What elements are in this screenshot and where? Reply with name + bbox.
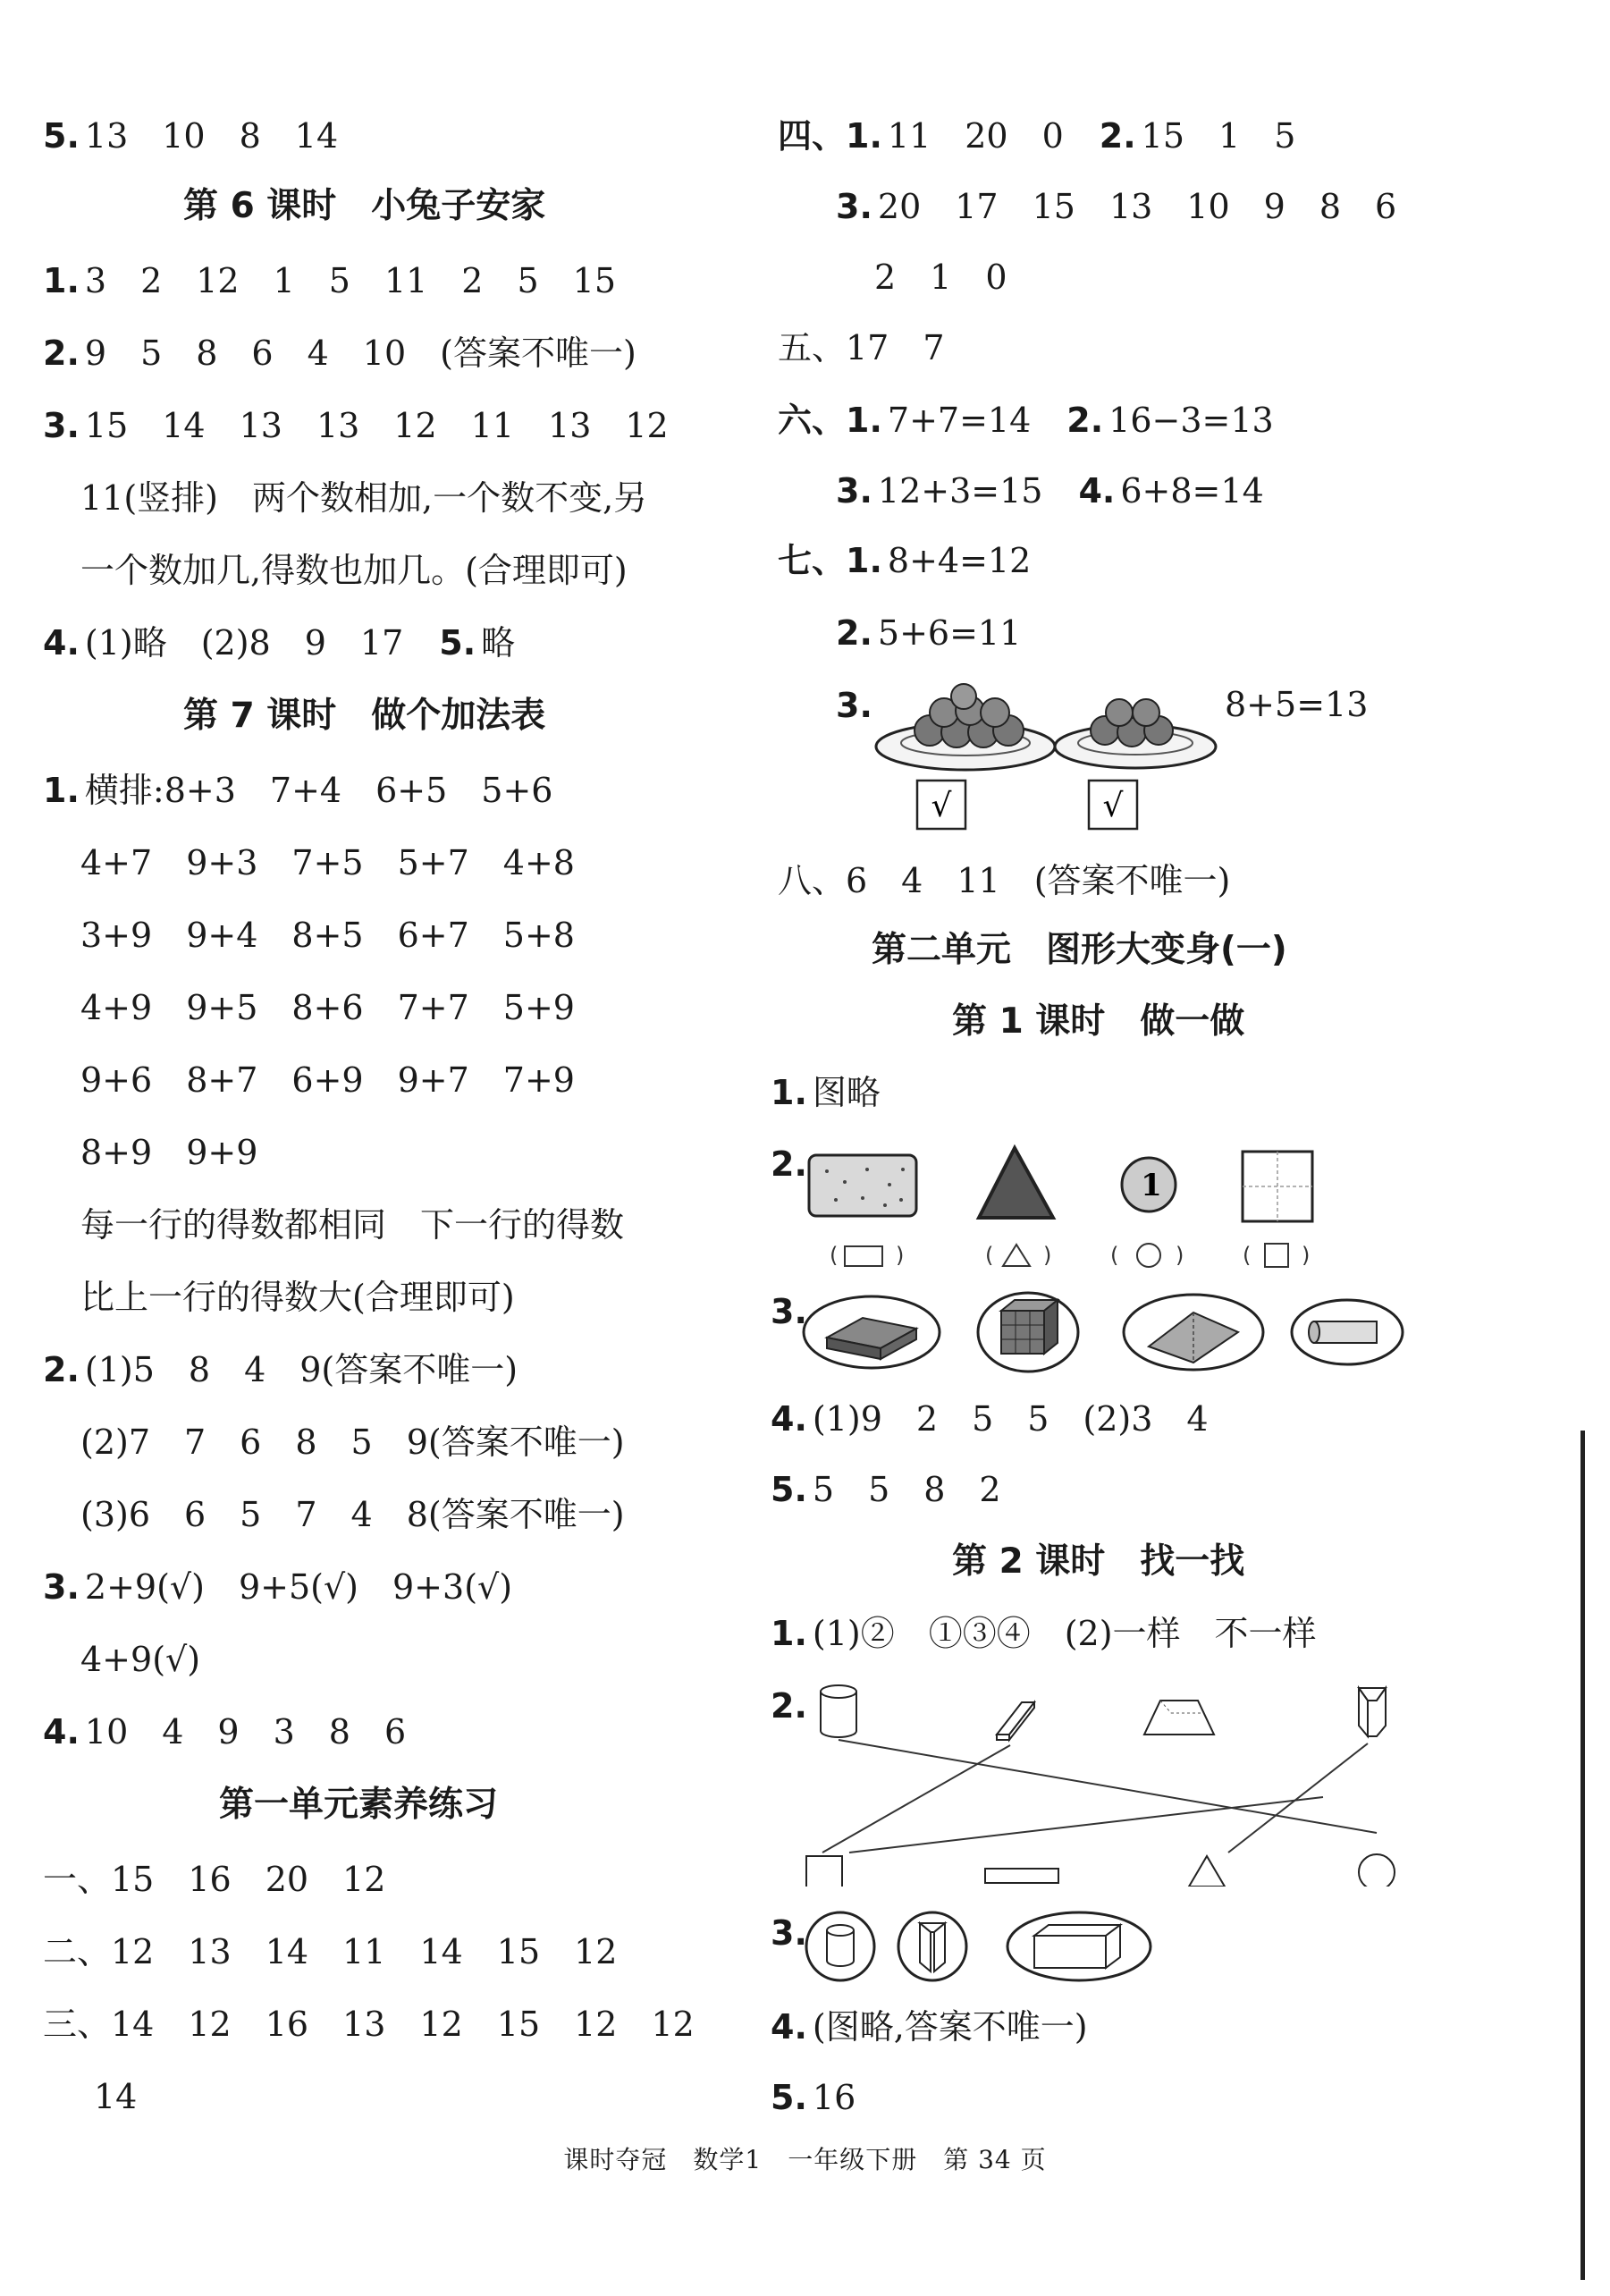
match-line-4	[1228, 1743, 1368, 1853]
right-line-13-num: 3.	[771, 1292, 807, 1331]
right-line-2: 3. 20 17 15 13 10 9 8 6	[836, 187, 1397, 226]
rectangle-face	[985, 1869, 1058, 1883]
checkbox-right: √	[1102, 788, 1124, 824]
right-line-16: 1. (1)② ①③④ (2)一样 不一样	[771, 1614, 1317, 1653]
left-line-22: 一、15 16 20 12	[43, 1860, 386, 1899]
right-line-1: 四、1. 11 20 0 2. 15 1 5	[778, 116, 1296, 156]
prism-solid	[1359, 1688, 1386, 1736]
frustum-solid	[1144, 1701, 1214, 1735]
match-line-3	[849, 1797, 1323, 1853]
solids-figure	[800, 1277, 1417, 1384]
left-line-6: 一个数加几,得数也加几。(合理即可)	[80, 551, 628, 590]
rectangular-block	[804, 1296, 940, 1368]
right-line-9-num: 3.	[836, 686, 872, 725]
svg-text:1: 1	[1141, 1168, 1162, 1203]
heading-lesson-7: 第 7 课时 做个加法表	[183, 696, 546, 736]
page-footer: 课时夺冠 数学1 一年级下册 第 34 页	[563, 2145, 1047, 2174]
right-line-5: 六、1. 7+7=14 2. 16−3=13	[778, 401, 1274, 440]
left-line-7: 4. (1)略 (2)8 9 17 5. 略	[43, 623, 516, 663]
left-line-11: 4+9 9+5 8+6 7+7 5+9	[80, 988, 575, 1027]
left-line-14: 每一行的得数都相同 下一行的得数	[80, 1205, 625, 1245]
right-line-6: 3. 12+3=15 4. 6+8=14	[836, 471, 1264, 511]
right-line-4: 五、17 7	[778, 328, 945, 367]
cylinder-circle	[806, 1912, 874, 1980]
left-line-4: 3. 15 14 13 13 12 11 13 12	[43, 406, 669, 445]
triangle-face	[1189, 1856, 1225, 1887]
coin-circle	[1122, 1158, 1176, 1211]
checkbox-left: √	[931, 788, 952, 824]
left-line-25: 14	[94, 2077, 138, 2116]
right-line-19: 4. (图略,答案不唯一)	[771, 2007, 1088, 2047]
plate-left	[876, 684, 1055, 770]
cube-puzzle	[978, 1293, 1078, 1372]
paper-square	[1243, 1152, 1312, 1221]
paren-open-3: (	[1110, 1243, 1119, 1268]
left-line-17: (2)7 7 6 8 5 9(答案不唯一)	[80, 1422, 625, 1462]
match-line-1	[839, 1740, 1377, 1833]
heading-lesson-2: 第 2 课时 找一找	[952, 1541, 1245, 1582]
left-line-24: 三、14 12 16 13 12 15 12 12	[43, 2005, 695, 2044]
right-line-14: 4. (1)9 2 5 5 (2)3 4	[771, 1399, 1209, 1439]
plate-right	[1055, 699, 1216, 768]
triangular-prism	[1124, 1295, 1263, 1370]
left-line-21: 4. 10 4 9 3 8 6	[43, 1712, 407, 1752]
right-line-20: 5. 16	[771, 2078, 856, 2117]
right-line-11: 1. 图略	[771, 1073, 881, 1112]
left-line-9: 4+7 9+3 7+5 5+7 4+8	[80, 843, 575, 882]
paren-open-2: (	[985, 1243, 994, 1268]
right-line-7: 七、1. 8+4=12	[778, 541, 1032, 580]
right-line-12-num: 2.	[771, 1144, 807, 1184]
left-line-19: 3. 2+9(√) 9+5(√) 9+3(√)	[43, 1567, 513, 1607]
box-circle	[1007, 1912, 1151, 1980]
left-line-20: 4+9(√)	[80, 1640, 201, 1679]
right-line-9-eq: 8+5=13	[1225, 685, 1369, 724]
heading-unit-1-practice: 第一单元素养练习	[219, 1785, 499, 1825]
cylinder-roll	[1292, 1300, 1403, 1364]
long-block-solid	[997, 1702, 1034, 1740]
right-line-3: 2 1 0	[874, 257, 1007, 297]
right-line-17-num: 2.	[771, 1686, 807, 1726]
cracker-rectangle	[809, 1155, 916, 1216]
paren-close-1: )	[896, 1243, 905, 1268]
paren-open-4: (	[1243, 1243, 1252, 1268]
matching-figure	[787, 1681, 1430, 1887]
left-line-13: 8+9 9+9	[80, 1133, 258, 1172]
cylinder-solid	[821, 1685, 856, 1737]
heading-lesson-1: 第 1 课时 做一做	[952, 1001, 1245, 1042]
right-line-8: 2. 5+6=11	[836, 613, 1022, 653]
left-line-3: 2. 9 5 8 6 4 10 (答案不唯一)	[43, 333, 636, 373]
paren-open-1: (	[830, 1243, 839, 1268]
shape-identification-figure	[796, 1135, 1368, 1279]
right-line-18-num: 3.	[771, 1913, 807, 1953]
heading-lesson-6: 第 6 课时 小兔子安家	[183, 186, 546, 226]
triangle-sign	[979, 1148, 1053, 1218]
left-line-5: 11(竖排) 两个数相加,一个数不变,另	[80, 478, 648, 518]
circle-face	[1359, 1854, 1395, 1887]
paren-close-3: )	[1176, 1243, 1184, 1268]
square-face	[806, 1856, 842, 1887]
left-line-8: 1. 横排:8+3 7+4 6+5 5+6	[43, 771, 553, 810]
paren-close-4: )	[1302, 1243, 1311, 1268]
right-line-10: 八、6 4 11 (答案不唯一)	[778, 861, 1231, 900]
heading-unit-2: 第二单元 图形大变身(一)	[872, 930, 1287, 970]
left-line-12: 9+6 8+7 6+9 9+7 7+9	[80, 1060, 575, 1100]
paren-close-2: )	[1043, 1243, 1052, 1268]
left-line-15: 比上一行的得数大(合理即可)	[80, 1278, 515, 1317]
solid-in-ellipse-figure	[800, 1900, 1158, 1998]
left-line-10: 3+9 9+4 8+5 6+7 5+8	[80, 916, 575, 955]
left-line-1: 5. 13 10 8 14	[43, 116, 339, 156]
right-line-15: 5. 5 5 8 2	[771, 1470, 1001, 1509]
left-line-18: (3)6 6 5 7 4 8(答案不唯一)	[80, 1495, 625, 1534]
left-line-16: 2. (1)5 8 4 9(答案不唯一)	[43, 1350, 518, 1389]
prism-circle	[898, 1912, 966, 1980]
left-line-2: 1. 3 2 12 1 5 11 2 5 15	[43, 261, 617, 300]
left-line-23: 二、12 13 14 11 14 15 12	[43, 1932, 618, 1971]
